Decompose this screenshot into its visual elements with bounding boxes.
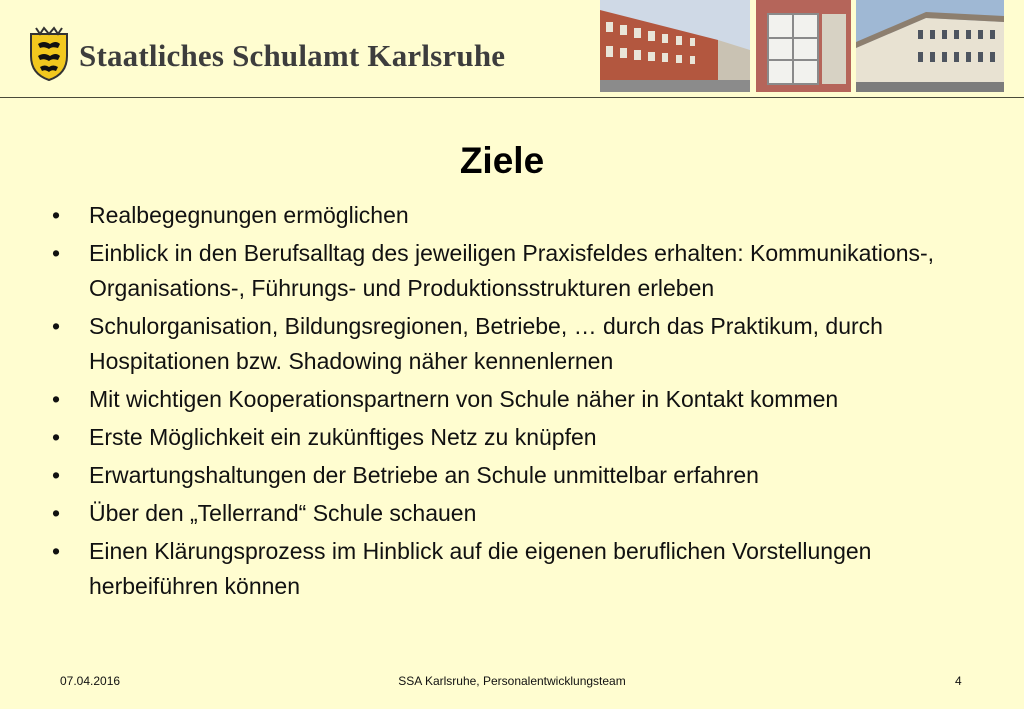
slide-header [0, 0, 1024, 98]
office-building-photo [600, 0, 750, 92]
organization-name: Staatliches Schulamt Karlsruhe [79, 38, 506, 73]
goals-list [52, 198, 982, 607]
coat-of-arms-logo [28, 26, 70, 82]
list-item: • Erwartungshaltungen der Betriebe an Schule unmittelbar erfahren [52, 458, 982, 493]
street-building-photo [856, 0, 1004, 92]
list-item: • Über den „Tellerrand“ Schule schauen [52, 496, 982, 531]
entrance-door-photo [756, 0, 851, 92]
slide-title: Ziele [459, 140, 545, 181]
list-item: • Mit wichtigen Kooperationspartnern von Schule näher in Kontakt kommen [52, 382, 982, 417]
list-item: • Einen Klärungsprozess im Hinblick auf die eigenen beruflichen Vorstellungen herbeiführen können [52, 534, 982, 604]
footer-title: SSA Karlsruhe, Personalentwicklungsteam [398, 674, 626, 688]
page-number: 4 [955, 674, 962, 688]
list-item: • Schulorganisation, Bildungsregionen, Betriebe, … durch das Praktikum, durch Hospitationen bzw. Shadowing näher kennenlernen [52, 309, 982, 379]
list-item: • Einblick in den Berufsalltag des jeweiligen Praxisfeldes erhalten: Kommunikations-, Organisations-, Führungs- und Produktionsstrukturen erleben [52, 236, 982, 306]
list-item: • Erste Möglichkeit ein zukünftiges Netz zu knüpfen [52, 420, 982, 455]
list-item: • Realbegegnungen ermöglichen [52, 198, 982, 233]
footer-date: 07.04.2016 [60, 674, 121, 688]
